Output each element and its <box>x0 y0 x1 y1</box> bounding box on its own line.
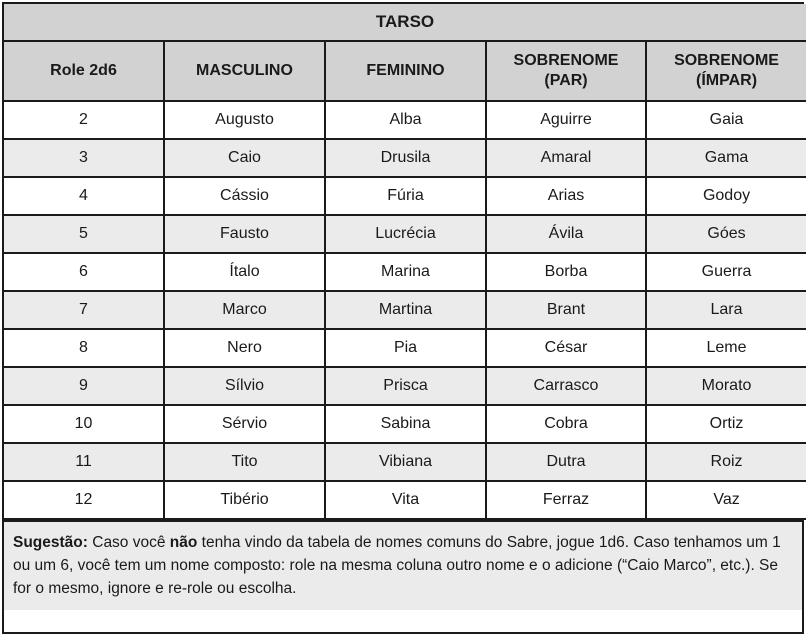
cell-surname-odd: Vaz <box>646 481 806 519</box>
cell-surname-even: Cobra <box>486 405 646 443</box>
table-row <box>4 253 806 291</box>
table-row <box>4 215 806 253</box>
cell-female: Vibiana <box>325 443 486 481</box>
cell-male: Nero <box>164 329 325 367</box>
table-row <box>4 291 806 329</box>
cell-female: Lucrécia <box>325 215 486 253</box>
cell-surname-odd: Roiz <box>646 443 806 481</box>
suggestion-text-part1: Caso você <box>87 534 170 551</box>
cell-male: Cássio <box>164 177 325 215</box>
table-row <box>4 177 806 215</box>
header-surname-odd-line1: SOBRENOME <box>674 52 779 69</box>
cell-roll: 2 <box>4 101 164 139</box>
cell-female: Sabina <box>325 405 486 443</box>
cell-roll: 8 <box>4 329 164 367</box>
cell-female: Prisca <box>325 367 486 405</box>
names-table-card <box>2 2 804 634</box>
header-roll: Role 2d6 <box>4 41 164 101</box>
header-surname-even-line1: SOBRENOME <box>513 52 619 69</box>
cell-surname-even: Amaral <box>486 139 646 177</box>
cell-surname-odd: Góes <box>646 215 806 253</box>
cell-surname-even: Ávila <box>486 215 646 253</box>
cell-surname-odd: Lara <box>646 291 806 329</box>
cell-surname-odd: Gama <box>646 139 806 177</box>
header-surname-even-line2: (PAR) <box>544 72 588 89</box>
cell-female: Alba <box>325 101 486 139</box>
header-surname-odd-line2: (ÍMPAR) <box>696 72 758 89</box>
suggestion-label: Sugestão: <box>13 534 88 551</box>
cell-surname-odd: Leme <box>646 329 806 367</box>
header-surname-odd <box>646 41 806 101</box>
cell-surname-even: Aguirre <box>486 101 646 139</box>
cell-female: Vita <box>325 481 486 519</box>
names-table <box>4 4 806 520</box>
table-row <box>4 443 806 481</box>
cell-male: Tibério <box>164 481 325 519</box>
cell-male: Augusto <box>164 101 325 139</box>
cell-roll: 9 <box>4 367 164 405</box>
cell-male: Tito <box>164 443 325 481</box>
cell-female: Marina <box>325 253 486 291</box>
table-row <box>4 139 806 177</box>
header-male: MASCULINO <box>164 41 325 101</box>
cell-surname-even: Brant <box>486 291 646 329</box>
cell-female: Pia <box>325 329 486 367</box>
cell-roll: 11 <box>4 443 164 481</box>
header-surname-even <box>486 41 646 101</box>
cell-male: Caio <box>164 139 325 177</box>
cell-male: Marco <box>164 291 325 329</box>
cell-surname-even: Arias <box>486 177 646 215</box>
cell-surname-even: Borba <box>486 253 646 291</box>
cell-surname-even: Carrasco <box>486 367 646 405</box>
table-row <box>4 367 806 405</box>
table-header-row <box>4 41 806 101</box>
table-row <box>4 405 806 443</box>
cell-surname-even: Ferraz <box>486 481 646 519</box>
suggestion-text-part2: tenha vindo da tabela de nomes comuns do Sabre, jogue 1d6. Caso tenhamos um 1 ou um 6, você tem um nome composto: role na mesma coluna outro nome e o adicione (“Caio Marco”, etc.). Se for o mesmo, ignore e re-role ou escolha. <box>13 534 781 597</box>
table-row <box>4 101 806 139</box>
table-title: TARSO <box>4 4 806 41</box>
cell-roll: 6 <box>4 253 164 291</box>
cell-surname-odd: Gaia <box>646 101 806 139</box>
table-row <box>4 329 806 367</box>
cell-female: Drusila <box>325 139 486 177</box>
cell-roll: 12 <box>4 481 164 519</box>
cell-roll: 4 <box>4 177 164 215</box>
suggestion-note <box>4 520 802 610</box>
cell-female: Fúria <box>325 177 486 215</box>
cell-surname-odd: Ortiz <box>646 405 806 443</box>
cell-surname-odd: Guerra <box>646 253 806 291</box>
cell-male: Fausto <box>164 215 325 253</box>
cell-surname-even: César <box>486 329 646 367</box>
cell-male: Ítalo <box>164 253 325 291</box>
cell-surname-even: Dutra <box>486 443 646 481</box>
cell-roll: 3 <box>4 139 164 177</box>
cell-roll: 7 <box>4 291 164 329</box>
table-title-row <box>4 4 806 41</box>
cell-male: Sérvio <box>164 405 325 443</box>
cell-roll: 5 <box>4 215 164 253</box>
cell-male: Sílvio <box>164 367 325 405</box>
cell-surname-odd: Godoy <box>646 177 806 215</box>
cell-female: Martina <box>325 291 486 329</box>
suggestion-emphasis: não <box>169 534 198 551</box>
table-row <box>4 481 806 519</box>
cell-surname-odd: Morato <box>646 367 806 405</box>
header-female: FEMININO <box>325 41 486 101</box>
cell-roll: 10 <box>4 405 164 443</box>
